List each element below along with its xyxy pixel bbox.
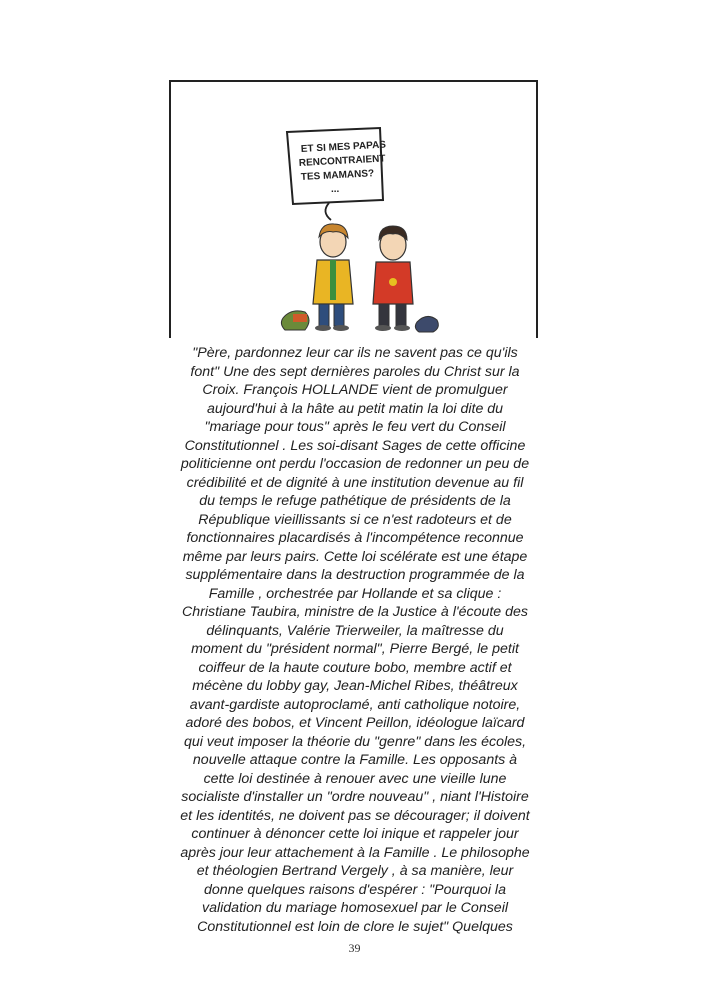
schoolbag-right [415, 316, 438, 332]
bubble-line-2: RENCONTRAIENT [298, 153, 386, 169]
bubble-line-3: TES MAMANS? [300, 168, 375, 183]
article-text: "Père, pardonnez leur car ils ne savent pas ce qu'ils font" Une des sept dernières paroles du Christ sur la Croix. François HOLLANDE vient de promulguer aujourd'hui à la hâte au petit matin la loi dite du "mariage pour tous" après le feu vert du Conseil Constitutionnel . Les soi-disant Sages de cette officine politicienne ont perdu l'occasion de redonner un peu de crédibilité et de dignité à une institution devenue au fil du temps le refuge pathétique de présidents de la République vieillissants si ce n'est radoteurs et de fonctionnaires placardisés à l'incompétence reconnue même par leurs pairs. Cette loi scélérate est une étape supplémentaire dans la destruction programmée de la Famille , orchestrée par Hollande et sa clique : Christiane Taubira, ministre de la Justice à l'écoute des délinquants, Valérie Trierweiler, la maîtresse du moment du "président normal", Pierre Bergé, le petit coiffeur de la haute couture bobo, membre actif et mécène du lobby gay, Jean-Michel Ribes, théâtreux avant-gardiste autoproclamé, anti catholique notoire, adoré des bobos, et Vincent Peillon, idéologue laïcard qui veut imposer la théorie du "genre" dans les écoles, nouvelle attaque contre la Famille. Les opposants à cette loi destinée à renouer avec une vieille lune socialiste d'installer un "ordre nouveau" , niant l'Histoire et les identités, ne doivent pas se décourager; il doivent continuer à dénoncer cette loi inique et rappeler jour après jour leur attachement à la Famille . Le philosophe et théologien Bertrand Vergely , à sa manière, leur donne quelques raisons d'espérer : "Pourquoi la validation du mariage homosexuel par le Conseil Constitutionnel est loin de clore le sujet" Quelques [180, 345, 530, 935]
cartoon-illustration [169, 80, 538, 338]
boy-yellow-jacket [313, 224, 353, 331]
bubble-line-1: ET SI MES PAPAS [300, 139, 387, 155]
bubble-line-4: ... [331, 184, 340, 195]
boy-red-jacket [373, 226, 413, 331]
cartoon-drawing [171, 82, 538, 338]
speech-bubble-tail [325, 203, 331, 220]
schoolbag-left-flap [293, 314, 307, 322]
page-number: 39 [348, 941, 361, 955]
